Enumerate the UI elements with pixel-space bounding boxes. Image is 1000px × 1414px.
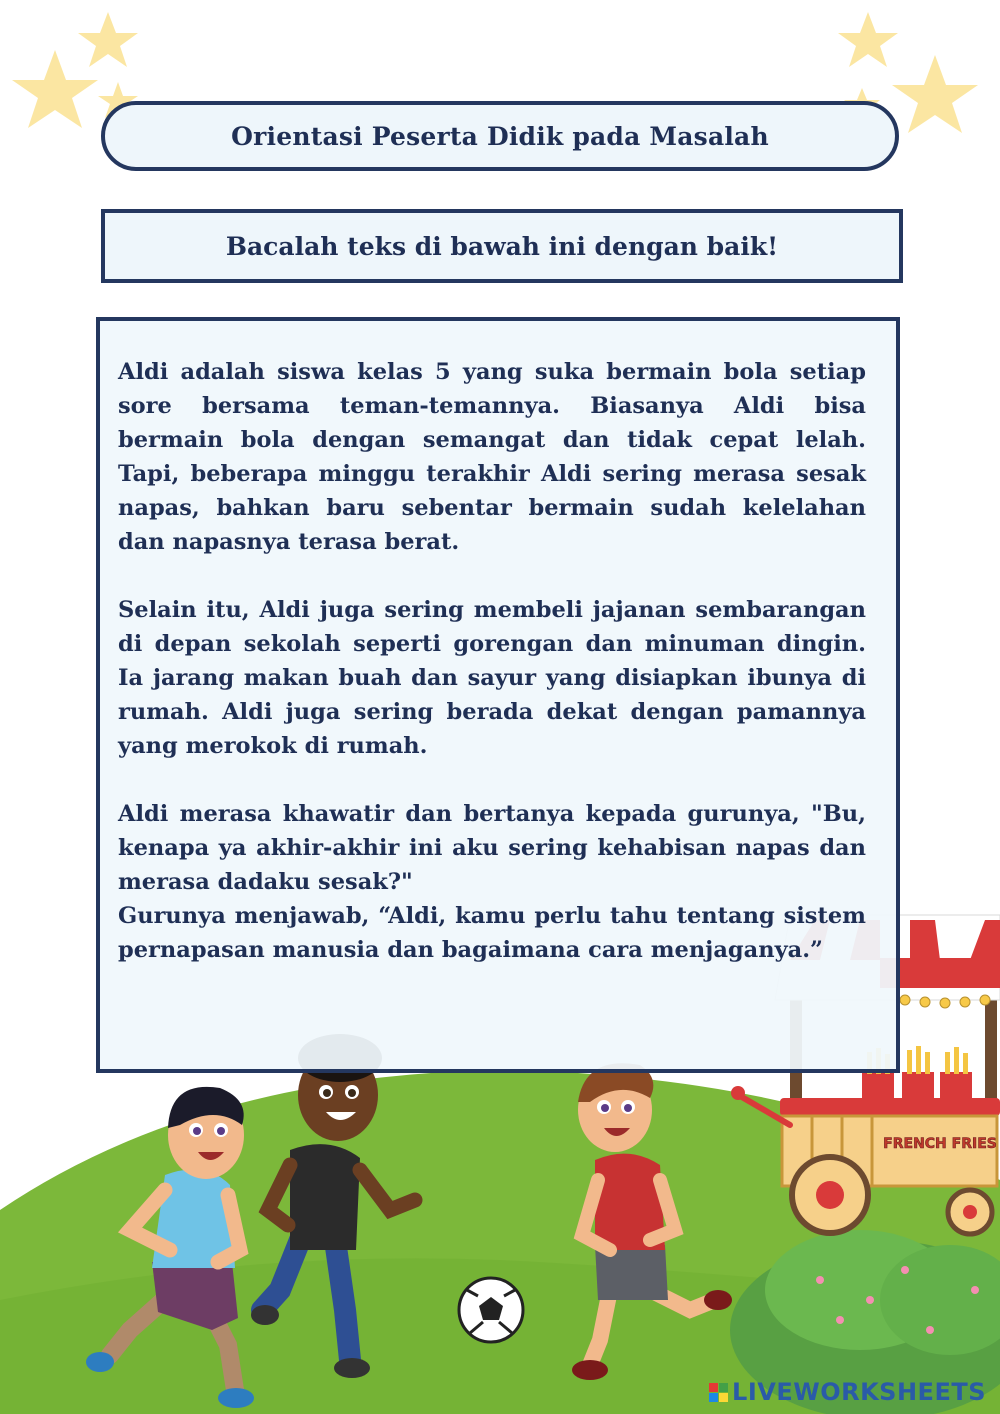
instruction-text: Bacalah teks di bawah ini dengan baik! <box>225 231 779 261</box>
story-paragraph-2: Selain itu, Aldi juga sering membeli jajanan sembarangan di depan sekolah seperti gorengan dan minuman dingin. Ia jarang makan buah dan sayur yang disiapkan ibunya di rumah. Aldi juga sering berada dekat dengan pamannya yang merokok di rumah. <box>118 597 866 759</box>
section-title-banner <box>101 101 899 171</box>
story-text-box <box>96 317 900 1073</box>
instruction-banner <box>101 209 903 283</box>
story-paragraph-3: Aldi merasa khawatir dan bertanya kepada gurunya, "Bu, kenapa ya akhir-akhir ini aku sering kehabisan napas dan merasa dadaku sesak?" <box>118 801 866 895</box>
section-title: Orientasi Peserta Didik pada Masalah <box>231 121 769 151</box>
watermark <box>709 1378 986 1406</box>
story-paragraph-1: Aldi adalah siswa kelas 5 yang suka bermain bola setiap sore bersama teman-temannya. Biasanya Aldi bisa bermain bola dengan semangat dan tidak cepat lelah. Tapi, beberapa minggu terakhir Aldi sering merasa sesak napas, bahkan baru sebentar bermain sudah kelelahan dan napasnya terasa berat. <box>118 359 866 555</box>
cart-sign-text: FRENCH FRIES <box>883 1136 997 1152</box>
watermark-text: LIVEWORKSHEETS <box>732 1378 986 1406</box>
cart-sign <box>883 1128 997 1178</box>
story-paragraph-4: Gurunya menjawab, “Aldi, kamu perlu tahu tentang sistem pernapasan manusia dan bagaimana cara menjaganya.” <box>118 903 866 963</box>
soccer-ball-icon <box>459 1278 523 1342</box>
liveworksheets-logo-icon <box>709 1383 728 1402</box>
